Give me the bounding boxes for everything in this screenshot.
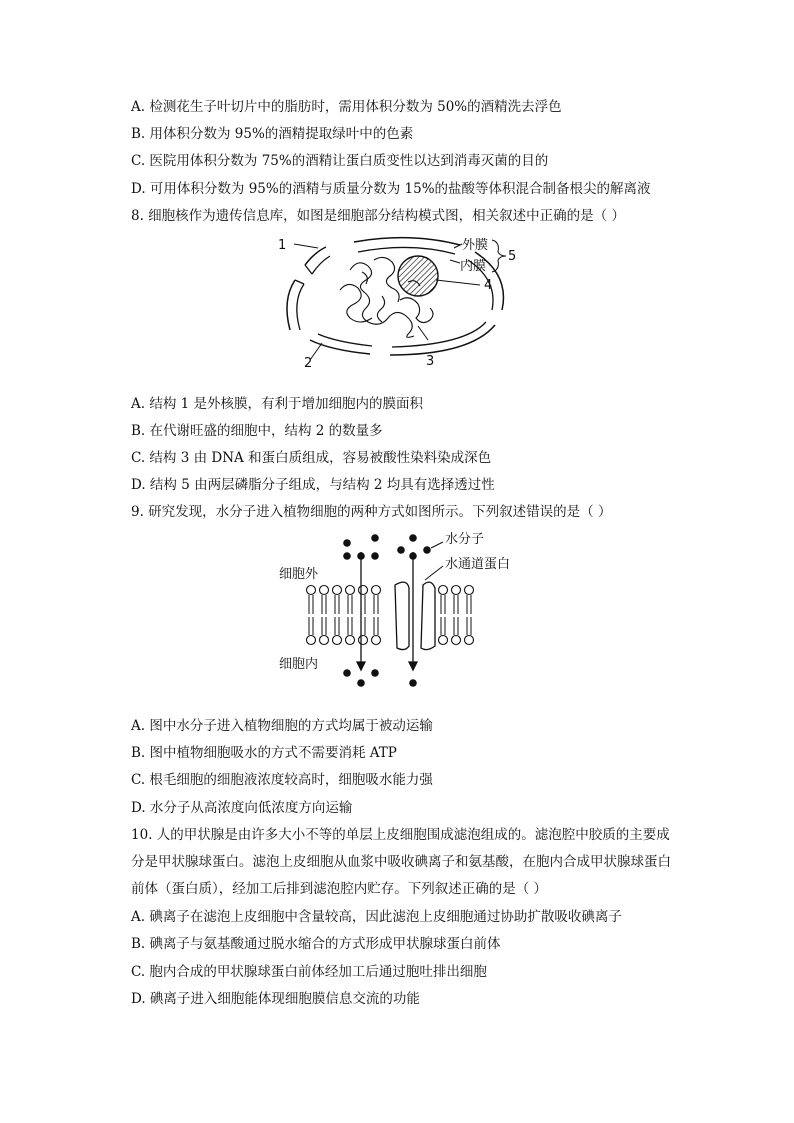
q10-option-d: D. 碘离子进入细胞能体现细胞膜信息交流的功能 — [131, 991, 420, 1007]
label-2: 2 — [304, 356, 313, 370]
q10-option-a: A. 碘离子在滤泡上皮细胞中含量较高，因此滤泡上皮细胞通过协助扩散吸收碘离子 — [131, 909, 622, 925]
label-outside: 细胞外 — [279, 567, 319, 582]
q10-stem-line-1: 10. 人的甲状腺是由许多大小不等的单层上皮细胞围成滤泡组成的。滤泡腔中胶质的主要成 — [131, 827, 670, 843]
label-5: 5 — [508, 249, 517, 264]
phospholipid-bilayer — [307, 586, 474, 645]
outer-membrane — [287, 238, 504, 355]
q8-option-b: B. 在代谢旺盛的细胞中，结构 2 的数量多 — [131, 423, 383, 439]
q9-option-a: A. 图中水分子进入植物细胞的方式均属于被动运输 — [131, 718, 433, 734]
nucleolus — [398, 256, 438, 296]
q7-option-c: C. 医院用体积分数为 75%的酒精让蛋白质变性以达到消毒灭菌的目的 — [131, 153, 549, 169]
label-inner-membrane: 内膜 — [460, 259, 487, 274]
q8-option-d: D. 结构 5 由两层磷脂分子组成，与结构 2 均具有选择透过性 — [131, 477, 495, 493]
label-water: 水分子 — [445, 532, 485, 547]
q9-option-d: D. 水分子从高浓度向低浓度方向运输 — [131, 800, 353, 816]
label-outer-membrane: 外膜 — [462, 238, 489, 253]
q7-option-a: A. 检测花生子叶切片中的脂肪时，需用体积分数为 50%的酒精洗去浮色 — [131, 99, 562, 115]
label-inside: 细胞内 — [279, 657, 319, 672]
q7-option-b: B. 用体积分数为 95%的酒精提取绿叶中的色素 — [131, 126, 414, 142]
q9-stem: 9. 研究发现，水分子进入植物细胞的两种方式如图所示。下列叙述错误的是（ ） — [131, 504, 612, 520]
q10-option-c: C. 胞内合成的甲状腺球蛋白前体经加工后通过胞吐排出细胞 — [131, 964, 487, 980]
label-3: 3 — [426, 354, 435, 369]
q10-stem-line-2: 分是甲状腺球蛋白。滤泡上皮细胞从血浆中吸收碘离子和氨基酸，在胞内合成甲状腺球蛋白 — [131, 854, 671, 870]
label-channel: 水通道蛋白 — [445, 557, 511, 572]
nucleus-figure — [270, 230, 530, 370]
q8-stem: 8. 细胞核作为遗传信息库，如图是细胞部分结构模式图，相关叙述中正确的是（ ） — [131, 208, 625, 224]
aquaporin — [395, 582, 435, 649]
q9-option-c: C. 根毛细胞的细胞液浓度较高时，细胞吸水能力强 — [131, 772, 433, 788]
q7-option-d: D. 可用体积分数为 95%的酒精与质量分数为 15%的盐酸等体积混合制备根尖的解离液 — [131, 181, 651, 197]
q8-option-a: A. 结构 1 是外核膜，有利于增加细胞内的膜面积 — [131, 396, 424, 412]
label-1: 1 — [278, 238, 287, 253]
q10-option-b: B. 碘离子与氨基酸通过脱水缩合的方式形成甲状腺球蛋白前体 — [131, 936, 501, 952]
q10-stem-line-3: 前体（蛋白质），经加工后排到滤泡腔内贮存。下列叙述正确的是（ ） — [131, 881, 548, 897]
water-transport-figure — [275, 528, 535, 693]
water-molecules — [343, 534, 431, 687]
label-4: 4 — [484, 278, 493, 293]
q9-option-b: B. 图中植物细胞吸水的方式不需要消耗 ATP — [131, 745, 397, 761]
q8-option-c: C. 结构 3 由 DNA 和蛋白质组成，容易被酸性染料染成深色 — [131, 450, 492, 466]
